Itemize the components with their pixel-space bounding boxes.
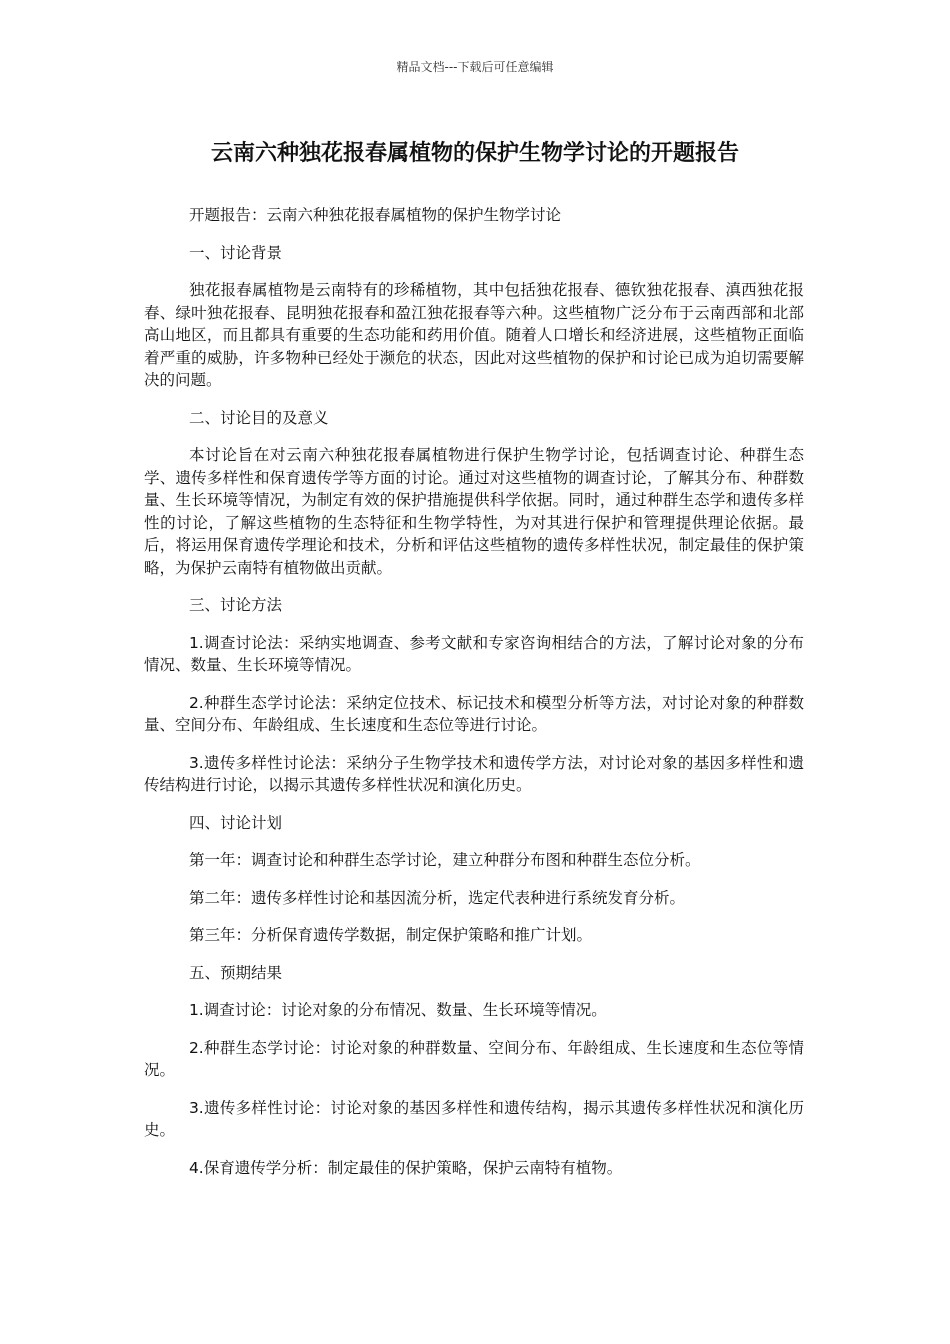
plan-item: 第三年：分析保育遗传学数据，制定保护策略和推广计划。 <box>188 926 592 944</box>
result-item: 1.调查讨论：讨论对象的分布情况、数量、生长环境等情况。 <box>188 1001 607 1019</box>
document-title: 云南六种独花报春属植物的保护生物学讨论的开题报告 <box>210 141 739 166</box>
method-item: 2.种群生态学讨论法：采纳定位技术、标记技术和模型分析等方法，对讨论对象的种群数量、空间分布、年龄组成、生长速度和生态位等进行讨论。 <box>144 693 804 734</box>
section-heading-plan: 四、讨论计划 <box>188 813 282 832</box>
section-heading-purpose: 二、讨论目的及意义 <box>188 408 329 427</box>
section-heading-background: 一、讨论背景 <box>188 243 282 262</box>
plan-item: 第二年：遗传多样性讨论和基因流分析，选定代表种进行系统发育分析。 <box>188 888 685 907</box>
purpose-paragraph: 本讨论旨在对云南六种独花报春属植物进行保护生物学讨论，包括调查讨论、种群生态学、遗传多样性和保育遗传学等方面的讨论。通过对这些植物的调查讨论，了解其分布、种群数量、生长环境等情况，为制定有效的保护措施提供科学依据。同时，通过种群生态学和遗传多样性的讨论，了解这些植物的生态特征和生物学特性，为对其进行保护和管理提供理论依据。最后，将运用保育遗传学理论和技术，分析和评估这些植物的遗传多样性状况，制定最佳的保护策略，为保护云南特有植物做出贡献。 <box>144 446 804 577</box>
method-item: 3.遗传多样性讨论法：采纳分子生物学技术和遗传学方法，对讨论对象的基因多样性和遗传结构进行讨论，以揭示其遗传多样性状况和演化历史。 <box>144 753 804 794</box>
header-note: 精品文档---下载后可任意编辑 <box>396 60 554 74</box>
method-item: 1.调查讨论法：采纳实地调查、参考文献和专家咨询相结合的方法，了解讨论对象的分布情况、数量、生长环境等情况。 <box>144 633 804 674</box>
result-item: 4.保育遗传学分析：制定最佳的保护策略，保护云南特有植物。 <box>188 1158 623 1177</box>
result-item: 2.种群生态学讨论：讨论对象的种群数量、空间分布、年龄组成、生长速度和生态位等情况。 <box>144 1038 804 1079</box>
result-item: 3.遗传多样性讨论：讨论对象的基因多样性和遗传结构，揭示其遗传多样性状况和演化历史。 <box>144 1098 804 1139</box>
section-heading-results: 五、预期结果 <box>188 963 282 982</box>
plan-item: 第一年：调查讨论和种群生态学讨论，建立种群分布图和种群生态位分析。 <box>188 851 701 869</box>
background-paragraph: 独花报春属植物是云南特有的珍稀植物，其中包括独花报春、德钦独花报春、滇西独花报春、绿叶独花报春、昆明独花报春和盈江独花报春等六种。这些植物广泛分布于云南西部和北部高山地区，而且都具有重要的生态功能和药用价值。随着人口增长和经济进展，这些植物正面临着严重的威胁，许多物种已经处于濒危的状态，因此对这些植物的保护和讨论已成为迫切需要解决的问题。 <box>144 281 804 389</box>
section-heading-methods: 三、讨论方法 <box>188 596 282 614</box>
document-body <box>144 204 804 1194</box>
report-subtitle: 开题报告：云南六种独花报春属植物的保护生物学讨论 <box>188 206 561 224</box>
